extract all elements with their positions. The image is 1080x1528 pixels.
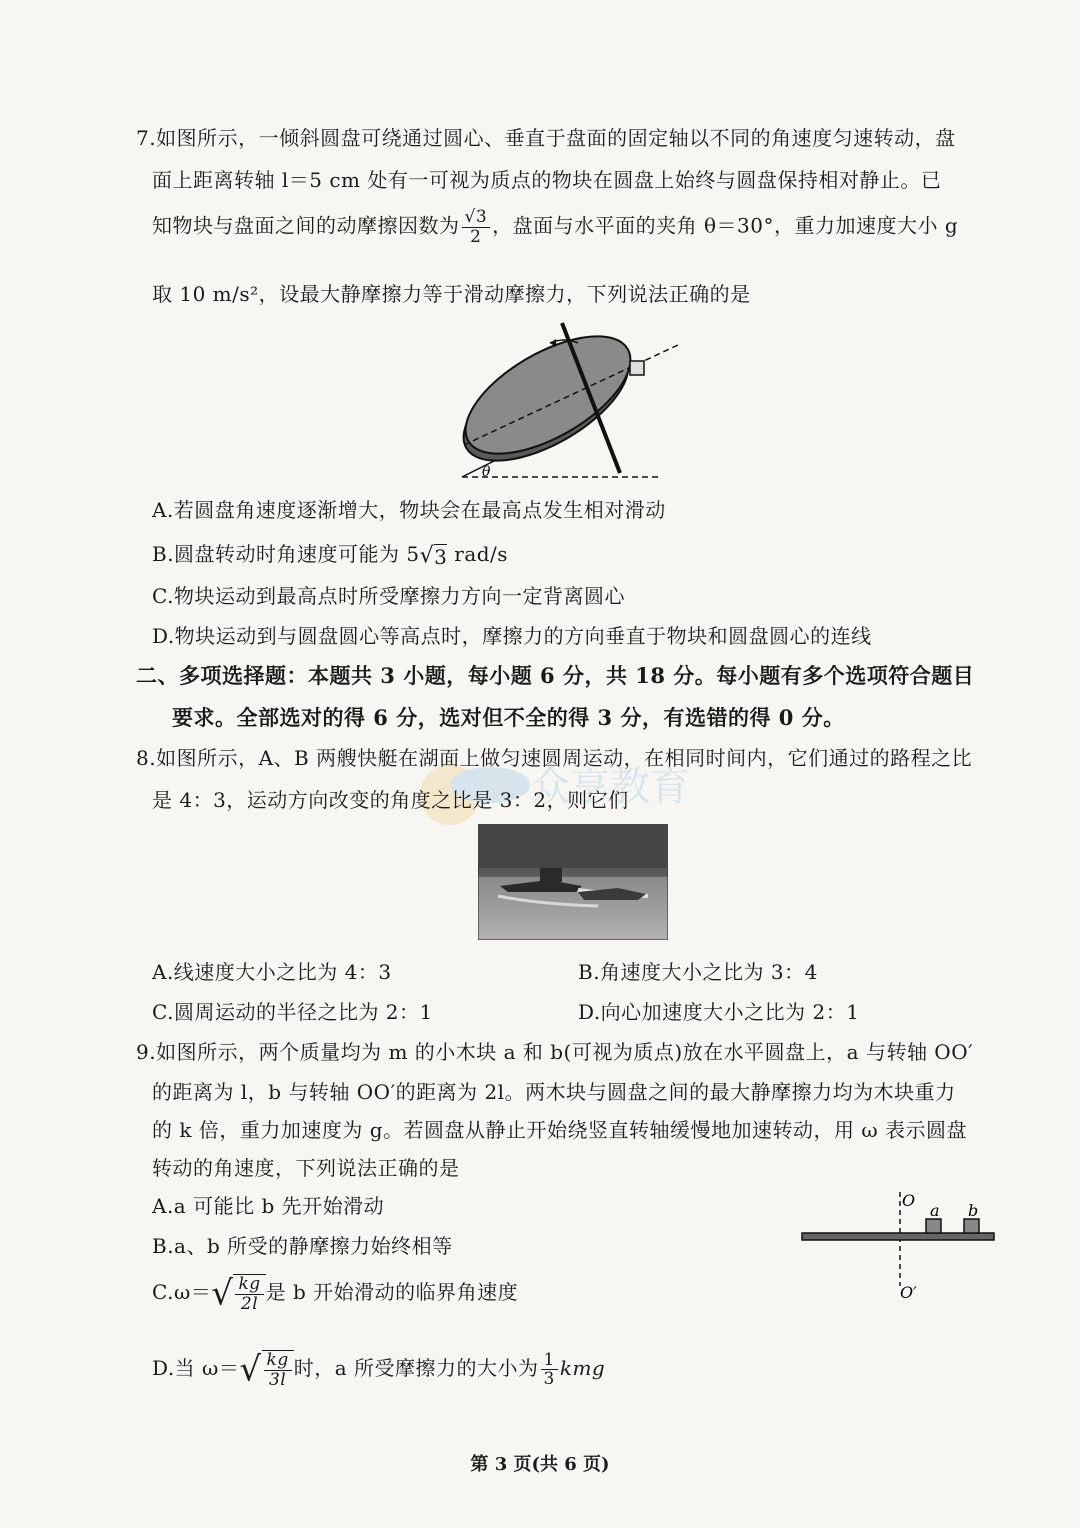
q9-option-d-pre: D.当 ω＝ <box>152 1356 240 1381</box>
d-frac-num: kg <box>264 1351 292 1371</box>
q9-option-d <box>152 1350 605 1389</box>
q7-option-a: A.若圆盘角速度逐渐增大，物块会在最高点发生相对滑动 <box>152 498 666 522</box>
q7-option-d: D.物块运动到与圆盘圆心等高点时，摩擦力的方向垂直于物块和圆盘圆心的连线 <box>152 624 872 648</box>
sqrt-3: √3 <box>419 543 448 569</box>
q7-option-b <box>152 538 508 569</box>
mu-numerator: √3 <box>462 208 491 228</box>
q7-stem-line1: 7.如图所示，一倾斜圆盘可绕通过圆心、垂直于盘面的固定轴以不同的角速度匀速转动，盘 <box>136 126 956 150</box>
third-num: 1 <box>541 1351 558 1371</box>
q9-option-c <box>152 1274 518 1313</box>
sqrt-kg-2l: √ $\frac{kg}{2l}$ <box>211 1274 265 1313</box>
q9-option-d-mid: 时，a 所受摩擦力的大小为 <box>293 1356 539 1381</box>
c-frac-num: kg <box>235 1275 263 1295</box>
block-b <box>964 1219 979 1233</box>
q9-stem-line1: 9.如图所示，两个质量均为 m 的小木块 a 和 b(可视为质点)放在水平圆盘上，a 与转轴 OO′ <box>136 1040 974 1064</box>
disk-bar <box>802 1233 994 1240</box>
q9-stem-line2: 的距离为 l，b 与转轴 OO′的距离为 2l。两木块与圆盘之间的最大静摩擦力均为木块重力 <box>152 1080 956 1104</box>
q9-option-c-pre: C.ω＝ <box>152 1280 212 1305</box>
q7-option-b-post: rad/s <box>447 542 509 566</box>
q9-stem-line4: 转动的角速度，下列说法正确的是 <box>152 1156 460 1180</box>
q8-stem-line1: 8.如图所示，A、B 两艘快艇在湖面上做匀速圆周运动，在相同时间内，它们通过的路程之比 <box>136 746 973 770</box>
q7-option-c: C.物块运动到最高点时所受摩擦力方向一定背离圆心 <box>152 584 625 608</box>
section2-line1: 二、多项选择题：本题共 3 小题，每小题 6 分，共 18 分。每小题有多个选项符合题目 <box>136 663 975 688</box>
mu-denominator: 2 <box>470 226 482 247</box>
theta-label: θ <box>482 464 491 480</box>
one-third <box>541 1351 558 1389</box>
q9-stem-line3: 的 k 倍，重力加速度为 g。若圆盘从静止开始绕竖直转轴缓慢地加速转动，用 ω 表示圆盘 <box>152 1118 968 1142</box>
q7-stem-line2: 面上距离转轴 l＝5 cm 处有一可视为质点的物块在圆盘上始终与圆盘保持相对静止。已 <box>152 168 942 192</box>
label-o: O <box>902 1191 916 1210</box>
label-o-prime: O′ <box>900 1283 917 1300</box>
q8-stem-line2: 是 4：3，运动方向改变的角度之比是 3：2，则它们 <box>152 788 629 812</box>
c-frac-den: 2l <box>240 1293 259 1314</box>
label-a: a <box>930 1201 940 1220</box>
q9-option-c-post: 是 b 开始滑动的临界角速度 <box>265 1280 519 1305</box>
section2-line2: 要求。全部选对的得 6 分，选对但不全的得 3 分，有选错的得 0 分。 <box>172 705 845 730</box>
horizontal-disk-figure <box>800 1186 1000 1300</box>
block-a <box>926 1219 941 1233</box>
svg-text:众享教育: 众享教育 <box>530 764 690 810</box>
q9-option-b: B.a、b 所受的静摩擦力始终相等 <box>152 1234 453 1258</box>
sqrt-3-body: 3 <box>434 544 448 569</box>
q7-stem-line3 <box>152 208 958 246</box>
q7-option-b-pre: B.圆盘转动时角速度可能为 5 <box>152 542 420 566</box>
q9-option-d-post: kmg <box>559 1356 606 1381</box>
mu-fraction <box>462 208 491 246</box>
incline-reference <box>462 460 496 477</box>
d-frac-den: 3l <box>268 1369 287 1390</box>
third-den: 3 <box>543 1369 555 1390</box>
page-footer: 第 3 页(共 6 页) <box>470 1454 610 1475</box>
q8-option-b: B.角速度大小之比为 3：4 <box>578 960 818 984</box>
inclined-disk-figure <box>450 315 690 485</box>
speedboats-photo <box>478 824 668 940</box>
sqrt-kg-3l: √ $\frac{kg}{3l}$ <box>239 1350 293 1389</box>
block <box>630 361 644 375</box>
q9-option-a: A.a 可能比 b 先开始滑动 <box>152 1194 385 1218</box>
q7-stem-line3-a: 知物块与盘面之间的动摩擦因数为 <box>152 213 460 238</box>
q7-stem-line4: 取 10 m/s²，设最大静摩擦力等于滑动摩擦力，下列说法正确的是 <box>152 282 751 306</box>
q8-option-d: D.向心加速度大小之比为 2：1 <box>578 1000 860 1024</box>
label-b: b <box>968 1201 979 1220</box>
q8-option-c: C.圆周运动的半径之比为 2：1 <box>152 1000 433 1024</box>
q8-option-a: A.线速度大小之比为 4：3 <box>152 960 392 984</box>
q7-stem-line3-b: ，盘面与水平面的夹角 θ＝30°，重力加速度大小 g <box>492 213 959 238</box>
